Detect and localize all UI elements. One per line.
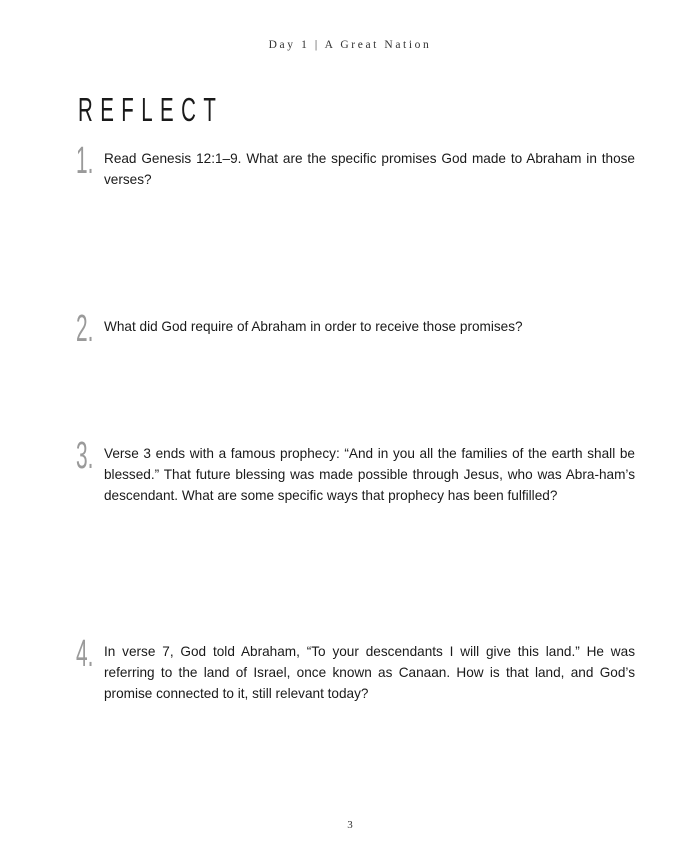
question-text: Verse 3 ends with a famous prophecy: “And in you all the families of the earth shall be blessed.” That future blessing was made possible through Jesus, who was Abra-ham’s descendant. What are some specific ways that prophecy has been fulfilled? bbox=[104, 446, 635, 503]
question-text: What did God require of Abraham in order to receive those promises? bbox=[104, 319, 523, 334]
running-header: Day 1 | A Great Nation bbox=[268, 39, 432, 51]
question-number: 1. bbox=[76, 140, 94, 182]
question-text: Read Genesis 12:1–9. What are the specific promises God made to Abraham in those verses? bbox=[104, 151, 635, 187]
section-title: REFLECT bbox=[78, 91, 224, 128]
page-number: 3 bbox=[347, 819, 353, 831]
question-number: 3. bbox=[76, 435, 94, 477]
question-number: 2. bbox=[76, 308, 94, 350]
question-number: 4. bbox=[76, 633, 94, 675]
question-text: In verse 7, God told Abraham, “To your descendants I will give this land.” He was referring to the land of Israel, once known as Canaan. How is that land, and God’s promise connected to it, still relevant today? bbox=[104, 644, 635, 701]
